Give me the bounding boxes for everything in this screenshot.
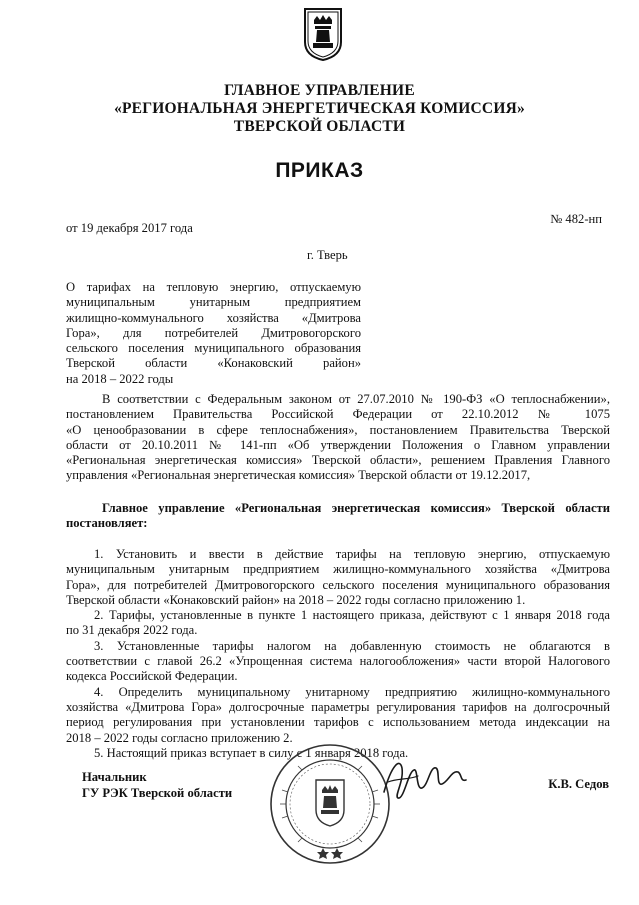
- item-line: 4. Определить муниципальному унитарному предприятию жилищно-коммунального: [94, 684, 610, 699]
- item-line: хозяйства «Дмитрова Гора» долгосрочные параметры регулирования тарифов на долгосрочный: [66, 699, 610, 714]
- handwritten-signature-icon: [378, 752, 470, 806]
- preamble-line: «О ценообразовании в сфере теплоснабжения», постановлением Правительства Тверской: [66, 422, 610, 437]
- resolution: [66, 501, 610, 532]
- subject-line: жилищно-коммунального хозяйства «Дмитрова: [66, 310, 361, 325]
- item-line: 3. Установленные тарифы налогом на добавленную стоимость не облагаются в: [94, 638, 610, 653]
- item-line: кодекса Российской Федерации.: [66, 669, 238, 684]
- city: г. Тверь: [307, 248, 348, 262]
- resolution-line: постановляет:: [66, 516, 148, 531]
- resolution-line: Главное управление «Региональная энергетическая комиссия» Тверской области: [102, 501, 610, 515]
- item-line: 1. Установить и ввести в действие тарифы на тепловую энергию, отпускаемую: [94, 547, 610, 561]
- signatory-name: К.В. Седов: [548, 777, 609, 791]
- preamble-line: «Региональная энергетическая комиссия» Тверской области», решением Правления Главного: [66, 453, 610, 468]
- preamble-line: области от 20.10.2011 № 141-пп «Об утверждении Положения о Главном управлении: [66, 437, 610, 452]
- item-line: Тверской области «Конаковский район» на 2018 – 2022 годы согласно приложению 1.: [66, 592, 526, 607]
- item-line: 2018 – 2022 годы согласно приложению 2.: [66, 730, 293, 745]
- org-name-line-2: «РЕГИОНАЛЬНАЯ ЭНЕРГЕТИЧЕСКАЯ КОМИССИЯ»: [114, 100, 525, 117]
- signatory-position-line-1: Начальник: [82, 770, 147, 784]
- preamble-line: постановлением Правительства Российской Федерации от 22.10.2012 № 1075: [66, 407, 610, 422]
- item-line: Гора», для потребителей Дмитровогорского сельского поселения муниципального образования: [66, 577, 610, 592]
- order-number: № 482-нп: [550, 212, 602, 226]
- preamble-line: управления «Региональная энергетическая комиссия» Тверской области от 19.12.2017,: [66, 468, 531, 483]
- official-seal-icon: [268, 742, 392, 866]
- subject-line: муниципальным унитарным предприятием: [66, 295, 361, 310]
- subject-line: Тверской области «Конаковский район»: [66, 356, 361, 371]
- org-name-line-3: ТВЕРСКОЙ ОБЛАСТИ: [233, 118, 406, 135]
- item-line: 2. Тарифы, установленные в пункте 1 настоящего приказа, действуют с 1 января 2018 года: [94, 608, 610, 623]
- subject-line: на 2018 – 2022 годы: [66, 371, 174, 386]
- item-line: муниципальным унитарным предприятием жилищно-коммунального хозяйства «Дмитрова: [66, 562, 610, 577]
- item-line: соответствии с главой 26.2 «Упрощенная система налогообложения» части второй Налогового: [66, 654, 610, 669]
- document-type-title: ПРИКАЗ: [275, 159, 364, 182]
- order-items: [66, 547, 610, 761]
- subject-line: сельского поселения муниципального образования: [66, 341, 361, 356]
- item-line: 5. Настоящий приказ вступает в силу с 1 января 2018 года.: [94, 745, 409, 760]
- preamble-line: В соответствии с Федеральным законом от 27.07.2010 № 190-ФЗ «О теплоснабжении»,: [102, 392, 610, 406]
- subject-line: Гора», для потребителей Дмитровогорского: [66, 325, 361, 340]
- org-name-line-1: ГЛАВНОЕ УПРАВЛЕНИЕ: [224, 82, 415, 99]
- preamble: [66, 392, 610, 484]
- order-subject: [66, 280, 361, 387]
- item-line: по 31 декабря 2022 года.: [66, 623, 198, 638]
- signatory-position-line-2: ГУ РЭК Тверской области: [82, 786, 233, 800]
- subject-line: О тарифах на тепловую энергию, отпускаемую: [66, 280, 361, 294]
- order-date: от 19 декабря 2017 года: [66, 221, 193, 235]
- coat-of-arms-icon: [302, 6, 344, 62]
- item-line: период регулирования при установлении тарифов с использованием метода индексации на: [66, 715, 610, 730]
